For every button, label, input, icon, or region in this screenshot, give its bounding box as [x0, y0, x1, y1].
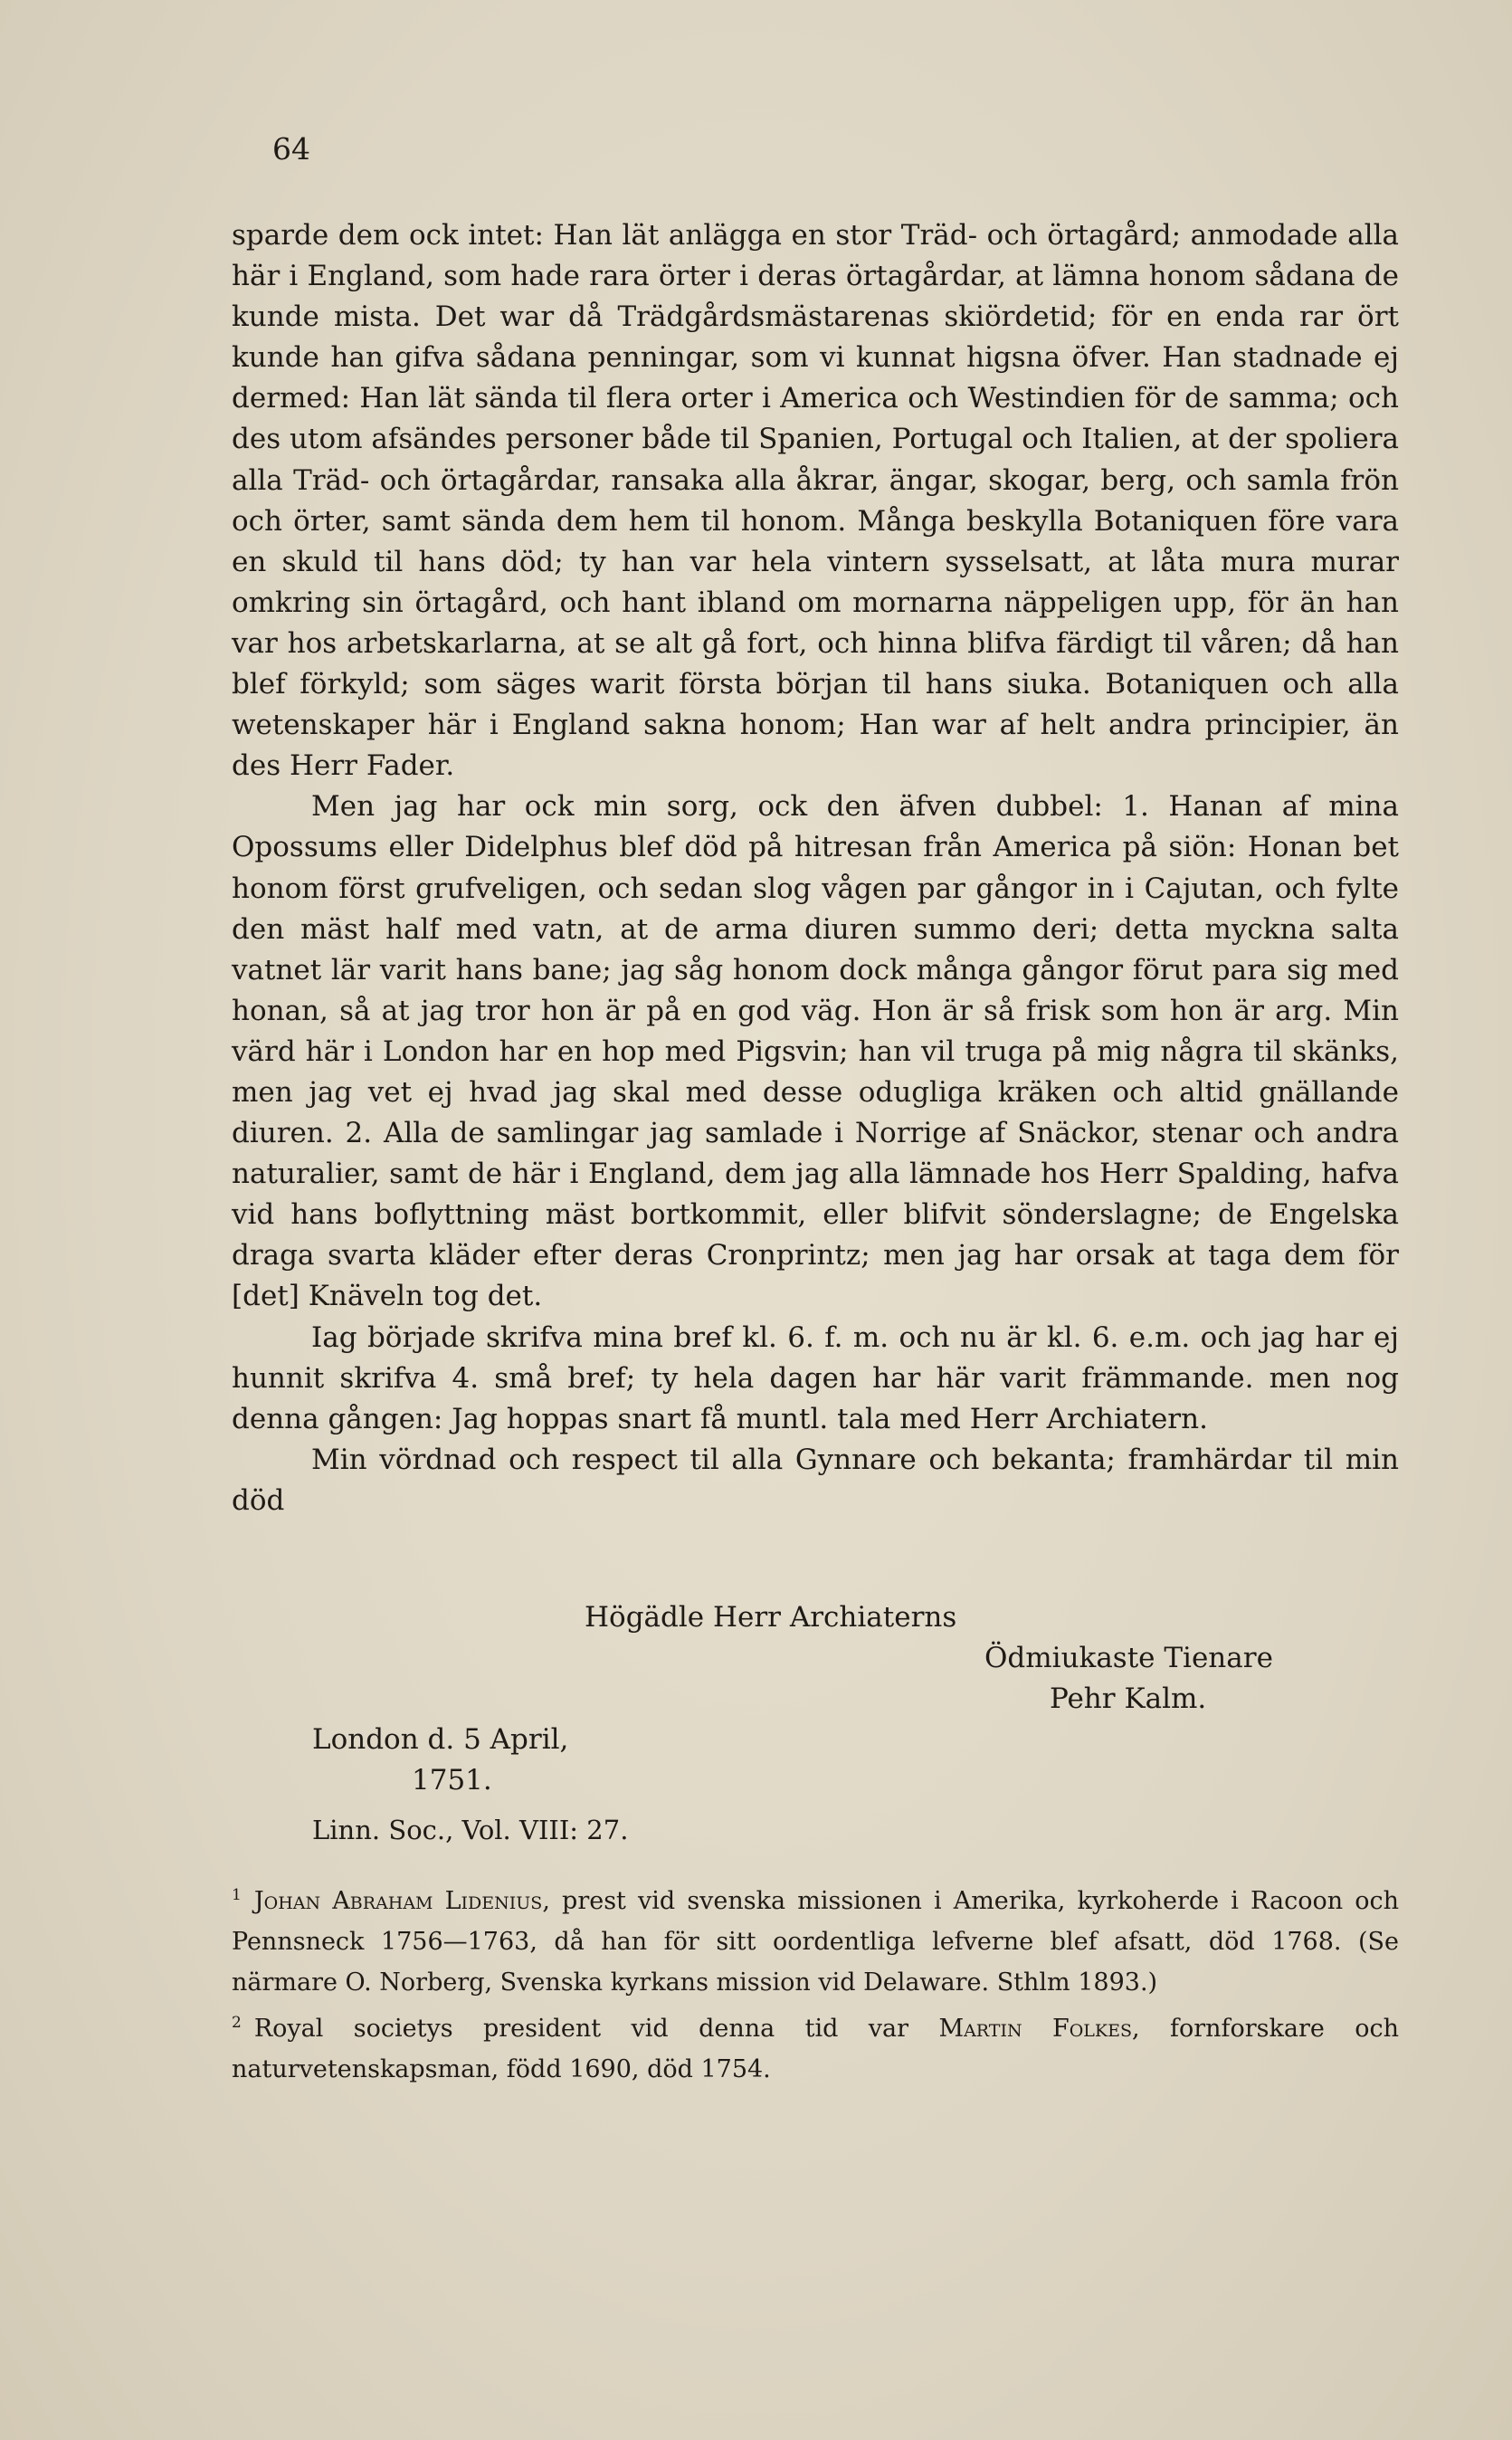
closing-salutation: Högädle Herr Archiaterns — [585, 1601, 957, 1634]
footnote-2 — [232, 2003, 1399, 2090]
footnote-1 — [232, 1875, 1399, 2003]
page-number: 64 — [272, 131, 310, 167]
footnotes — [232, 1875, 1399, 2090]
closing-servant: Ödmiukaste Tienare — [984, 1642, 1273, 1674]
paragraph-3: Iag började skrifva mina bref kl. 6. f. m. och nu är kl. 6. e.m. och jag har ej hunnit skrifva 4. små bref; ty hela dagen har här varit främmande. men nog denna gången: Jag hoppas snart få muntl. tala med Herr Archiatern. — [232, 1320, 1399, 1435]
letter-body — [232, 215, 1399, 1521]
footnote-marker: 1 — [232, 1886, 242, 1904]
letter-year: 1751. — [412, 1764, 492, 1797]
signature: Pehr Kalm. — [1050, 1682, 1207, 1715]
footnote-text: , prest vid svenska missionen i Amerika, kyrkoherde i Racoon och Pennsneck 1756—1763, då han för sitt oordentliga lefverne blef afsatt, död 1768. (Se närmare O. Norberg, Svenska kyrkans mission vid Delaware. Sthlm 1893.) — [232, 1887, 1399, 1997]
paragraph-4: Min vördnad och respect til alla Gynnare och bekanta; framhärdar til min död — [232, 1443, 1399, 1517]
footnote-person-name: Martin Folkes — [938, 2015, 1132, 2043]
source-reference: Linn. Soc., Vol. VIII: 27. — [312, 1815, 629, 1845]
footnote-marker: 2 — [232, 2014, 242, 2032]
paragraph-1: sparde dem ock intet: Han lät anlägga en stor Träd- och örtagård; anmodade alla här i England, som hade rara örter i deras örtagårdar, at lämna honom sådana de kunde mista. Det war då Trädgårdsmästarenas skiördetid; för en enda rar ört kunde han gifva sådana penningar, som vi kunnat higsna öfver. Han stadnade ej dermed: Han lät sända til flera orter i America och Westindien för de samma; och des utom afsändes personer både til Spanien, Portugal och Italien, at der spoliera alla Träd- och örtagårdar, ransaka alla åkrar, ängar, skogar, berg, och samla frön och örter, samt sända dem hem til honom. Många beskylla Botaniquen före vara en skuld til hans död; ty han var hela vintern sysselsatt, at låta mura murar omkring sin örtagård, och hant ibland om mornarna näppeligen upp, för än han var hos arbetskarlarna, at se alt gå fort, och hinna blifva färdigt til våren; då han blef förkyld; som säges warit första början til hans siuka. Botaniquen och alla wetenskaper här i England sakna honom; Han war af helt andra principier, än des Herr Fader. — [232, 219, 1399, 783]
paragraph-2: Men jag har ock min sorg, ock den äfven dubbel: 1. Hanan af mina Opossums eller Didelphus blef död på hitresan från America på siön: Honan bet honom först grufveligen, och sedan slog vågen par gångor in i Cajutan, och fylte den mäst half med vatn, at de arma diuren summo deri; detta myckna salta vatnet lär varit hans bane; jag såg honom dock många gångor förut para sig med honan, så at jag tror hon är på en god väg. Hon är så frisk som hon är arg. Min värd här i London har en hop med Pigsvin; han vil truga på mig några til skänks, men jag vet ej hvad jag skal med desse odugliga kräken och altid gnällande diuren. 2. Alla de samlingar jag samlade i Norrige af Snäckor, stenar och andra naturalier, samt de här i England, dem jag alla lämnade hos Herr Spalding, hafva vid hans boflyttning mäst bortkommit, eller blifvit sönderslagne; de Engelska draga svarta kläder efter deras Cronprintz; men jag har orsak at taga dem för [det] Knäveln tog det. — [232, 790, 1399, 1313]
footnote-text: , fornforskare och naturvetenskapsman, född 1690, död 1754. — [232, 2015, 1400, 2083]
footnote-person-name: Johan Abraham Lidenius — [253, 1887, 543, 1915]
place-date: London d. 5 April, — [312, 1723, 569, 1756]
footnote-prefix: Royal societys president vid denna tid var — [253, 2015, 939, 2043]
